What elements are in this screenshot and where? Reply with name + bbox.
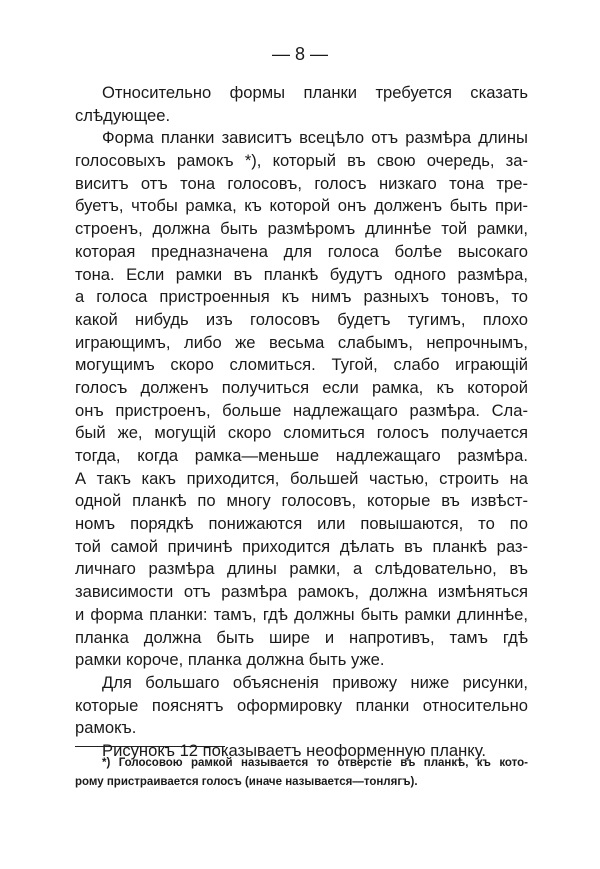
text-line: какой нибудь изъ голосовъ будетъ тугимъ, плохо [75,309,528,329]
footnote-rule [75,746,225,747]
footnote [75,754,528,792]
footnote-line: рому пристраивается голосъ (иначе называется—тонлягъ). [75,776,418,788]
text-line: онъ пристроенъ, больше надлежащаго размѣра. Сла- [75,400,528,420]
body-text [75,82,528,763]
text-line: А такъ какъ приходится, большей частью, строить на [75,468,528,488]
text-line: зависимости отъ размѣра рамокъ, должна измѣняться [75,582,528,602]
text-line: тогда, когда рамка—меньше надлежащаго размѣра. [75,446,528,465]
text-line: голосовыхъ рамокъ *), который въ свою очередь, за- [75,151,528,171]
paragraph [75,82,528,127]
text-line: рамки короче, планка должна быть уже. [75,650,385,670]
text-line: Рисунокъ 12 показываетъ неоформенную планку. [102,740,486,760]
text-line: рамокъ. [75,718,137,738]
text-line: номъ порядкѣ понижаются или повышаются, то по [75,514,528,534]
text-line: слѣдующее. [75,105,171,125]
paragraph [75,672,528,740]
paragraph [75,127,528,672]
text-line: той самой причинѣ приходится дѣлать въ планкѣ раз- [75,536,528,556]
text-line: Форма планки зависитъ всецѣло отъ размѣра длины [102,128,528,148]
text-line: а голоса пристроенныя къ нимъ разныхъ тоновъ, то [75,287,528,307]
text-line: и форма планки: тамъ, гдѣ должны быть рамки длиннѣе, [75,604,528,624]
text-line: могущимъ скоро сломиться. Тугой, слабо играющій [75,355,528,375]
text-line: Для большаго объясненія привожу ниже рисунки, [102,672,528,692]
text-line: голосъ долженъ получиться если рамка, къ которой [75,377,528,397]
text-line: тона. Если рамки въ планкѣ будутъ одного размѣра, [75,264,528,284]
text-line: которые пояснятъ оформировку планки относительно [75,695,528,715]
text-line: планка должна быть шире и напротивъ, тамъ гдѣ [75,627,528,647]
text-line: которая предназначена для голоса болѣе высокаго [75,241,528,261]
text-line: виситъ отъ тона голосовъ, голосъ низкаго тона тре- [75,173,528,193]
page-number: — 8 — [271,44,328,64]
text-line: личнаго размѣра длины рамки, а слѣдовательно, въ [75,559,528,579]
text-line: Относительно формы планки требуется сказать [102,83,528,102]
text-line: бый же, могущій скоро сломиться голосъ получается [75,423,528,443]
text-line: играющимъ, либо же весьма слабымъ, непрочнымъ, [75,332,528,352]
text-line: строенъ, должна быть размѣромъ длиннѣе той рамки, [75,219,528,239]
text-line: одной планкѣ по многу голосовъ, которые въ извѣст- [75,491,528,511]
text-line: буетъ, чтобы рамка, къ которой онъ долженъ быть при- [75,196,528,216]
footnote-line: *) Голосовою рамкой называется то отверстіе въ планкѣ, къ кото- [102,757,528,769]
